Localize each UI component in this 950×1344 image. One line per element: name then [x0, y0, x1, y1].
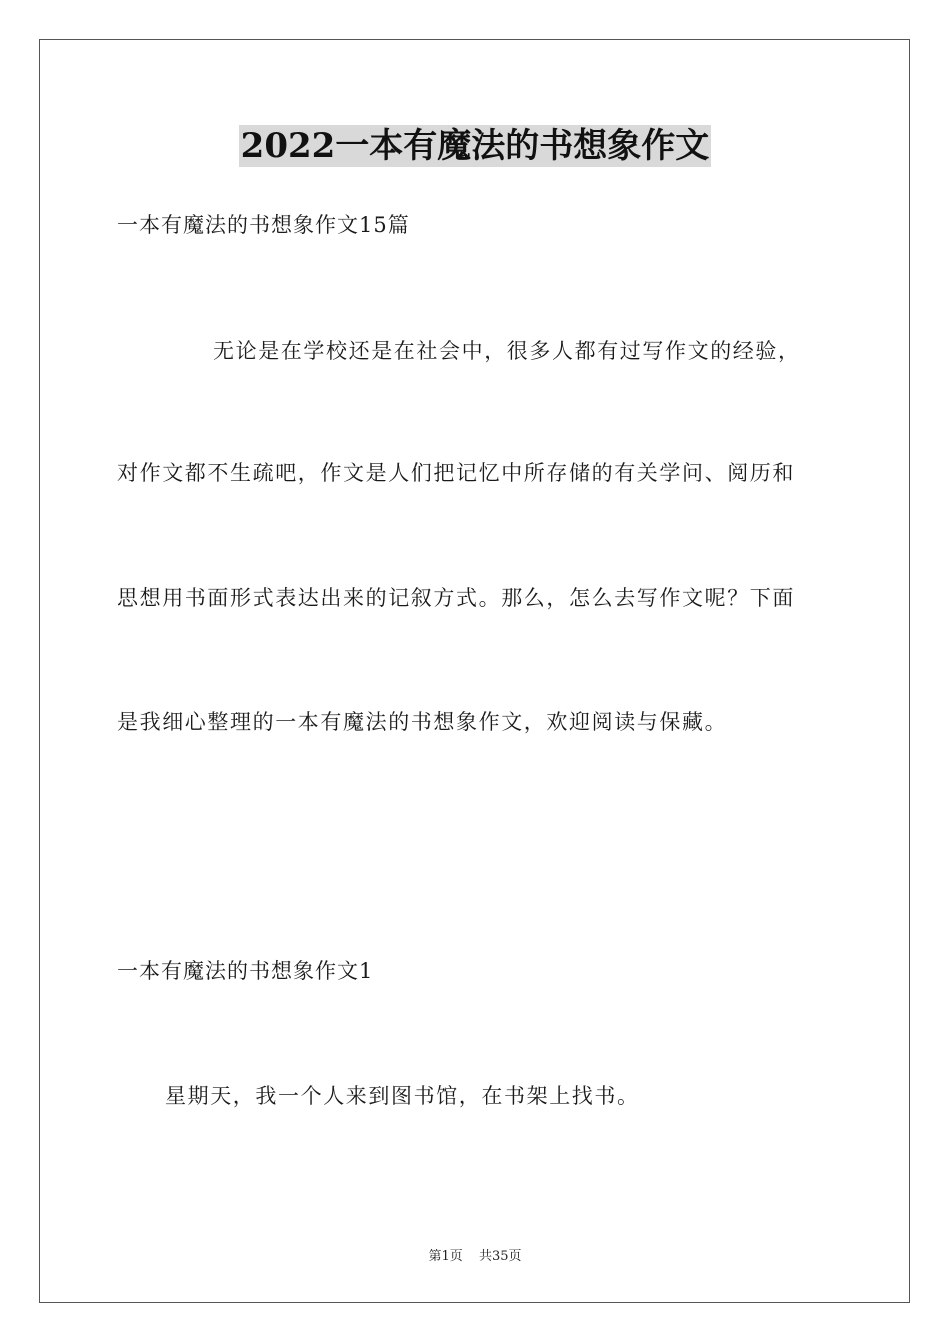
page-number: 第1页 [428, 1249, 463, 1264]
intro-paragraph-line-2: 对作文都不生疏吧，作文是人们把记忆中所存储的有关学问、阅历和 [117, 461, 795, 485]
intro-paragraph-line-3: 思想用书面形式表达出来的记叙方式。那么，怎么去写作文呢？下面 [117, 586, 795, 610]
document-subtitle: 一本有魔法的书想象作文15篇 [117, 213, 410, 237]
intro-paragraph-line-4: 是我细心整理的一本有魔法的书想象作文，欢迎阅读与保藏。 [117, 710, 728, 734]
section-heading: 一本有魔法的书想象作文1 [117, 959, 374, 983]
intro-paragraph-line-1: 无论是在学校还是在社会中，很多人都有过写作文的经验， [213, 339, 801, 363]
page-footer [0, 1248, 950, 1266]
title-container [0, 125, 950, 167]
page-total: 共35页 [478, 1249, 522, 1264]
section-paragraph-line-1: 星期天，我一个人来到图书馆，在书架上找书。 [165, 1084, 640, 1108]
document-title: 2022一本有魔法的书想象作文 [240, 126, 710, 166]
